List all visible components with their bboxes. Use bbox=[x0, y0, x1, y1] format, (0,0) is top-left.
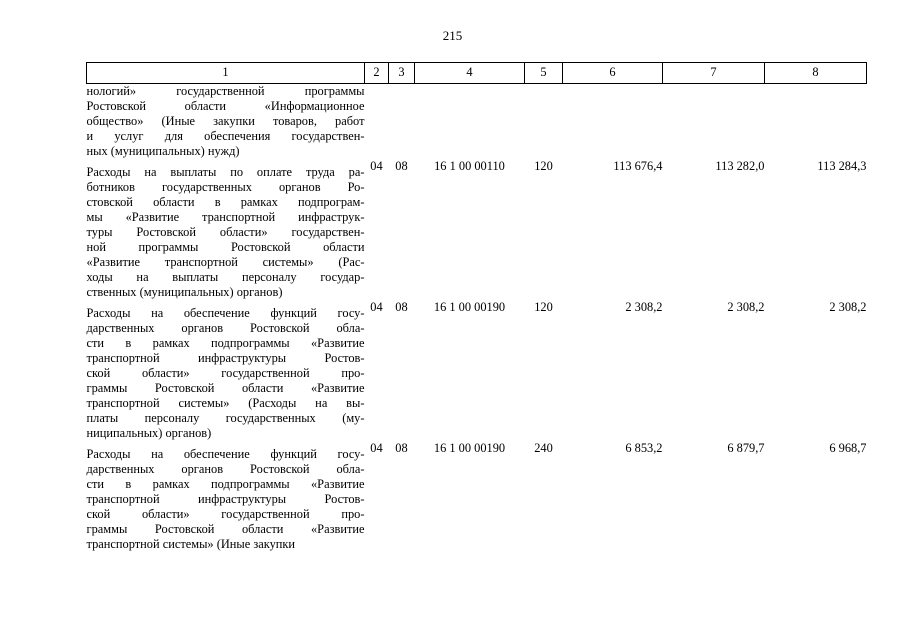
description-line: транспортной инфраструктуры Ростов- bbox=[86, 492, 365, 506]
expense-type-code: 240 bbox=[534, 441, 553, 455]
description-line: транспортной инфраструктуры Ростов- bbox=[86, 351, 365, 365]
amount-col-8: 2 308,2 bbox=[829, 300, 867, 314]
expense-type-code: 120 bbox=[534, 300, 553, 314]
section-code: 04 bbox=[370, 441, 383, 455]
budget-table bbox=[86, 62, 867, 552]
page-number: 215 bbox=[442, 28, 463, 43]
table-row bbox=[87, 159, 867, 300]
description-line: ской области» государственной про- bbox=[86, 507, 365, 521]
amount-col-6 bbox=[563, 84, 663, 160]
amount-col-7 bbox=[663, 84, 765, 160]
row-description bbox=[87, 300, 365, 441]
table-row bbox=[87, 84, 867, 160]
target-article-code bbox=[415, 84, 525, 160]
column-header: 7 bbox=[663, 63, 765, 84]
description-line: и услуг для обеспечения государствен- bbox=[86, 129, 365, 143]
target-article-code: 16 1 00 00190 bbox=[433, 441, 506, 455]
column-header: 4 bbox=[415, 63, 525, 84]
section-code: 04 bbox=[370, 300, 383, 314]
amount-col-8: 113 284,3 bbox=[817, 159, 867, 173]
description-line: Ростовской области «Информационное bbox=[86, 99, 365, 113]
description-line: дарственных органов Ростовской обла- bbox=[86, 462, 365, 476]
expense-type-code bbox=[525, 84, 563, 160]
amount-col-8 bbox=[765, 84, 867, 160]
description-line: общество» (Иные закупки товаров, работ bbox=[86, 114, 365, 128]
column-header: 1 bbox=[87, 63, 365, 84]
subsection-code: 08 bbox=[395, 300, 408, 314]
description-line: Расходы на обеспечение функций госу- bbox=[86, 447, 365, 461]
amount-col-6: 6 853,2 bbox=[625, 441, 663, 455]
section-code bbox=[365, 84, 389, 160]
description-line: ной программы Ростовской области bbox=[86, 240, 365, 254]
description-line: ской области» государственной про- bbox=[86, 366, 365, 380]
row-description bbox=[87, 84, 365, 160]
description-line: граммы Ростовской области «Развитие bbox=[86, 522, 365, 536]
description-line: ходы на выплаты персоналу государ- bbox=[86, 270, 365, 284]
amount-col-7: 6 879,7 bbox=[727, 441, 765, 455]
table-row bbox=[87, 300, 867, 441]
description-line: мы «Развитие транспортной инфраструк- bbox=[86, 210, 365, 224]
amount-col-7: 113 282,0 bbox=[715, 159, 765, 173]
amount-col-6: 2 308,2 bbox=[625, 300, 663, 314]
description-line: транспортной системы» (Иные закупки bbox=[86, 537, 296, 551]
column-header: 3 bbox=[389, 63, 415, 84]
table-body bbox=[87, 84, 867, 553]
description-line: дарственных органов Ростовской обла- bbox=[86, 321, 365, 335]
table-row bbox=[87, 441, 867, 552]
expense-type-code: 120 bbox=[534, 159, 553, 173]
column-header: 8 bbox=[765, 63, 867, 84]
description-line: «Развитие транспортной системы» (Рас- bbox=[86, 255, 365, 269]
description-line: ных (муниципальных) нужд) bbox=[86, 144, 240, 158]
column-header: 2 bbox=[365, 63, 389, 84]
table-header-row bbox=[87, 63, 867, 84]
target-article-code: 16 1 00 00110 bbox=[434, 159, 505, 173]
subsection-code bbox=[389, 84, 415, 160]
description-line: сти в рамках подпрограммы «Развитие bbox=[86, 336, 365, 350]
description-line: ственных (муниципальных) органов) bbox=[86, 285, 283, 299]
description-line: ботников государственных органов Ро- bbox=[86, 180, 365, 194]
description-line: транспортной системы» (Расходы на вы- bbox=[86, 396, 365, 410]
description-line: платы персоналу государственных (му- bbox=[86, 411, 365, 425]
target-article-code: 16 1 00 00190 bbox=[433, 300, 506, 314]
description-line: сти в рамках подпрограммы «Развитие bbox=[86, 477, 365, 491]
column-header: 6 bbox=[563, 63, 663, 84]
description-line: туры Ростовской области» государствен- bbox=[86, 225, 365, 239]
column-header: 5 bbox=[525, 63, 563, 84]
amount-col-6: 113 676,4 bbox=[613, 159, 663, 173]
amount-col-7: 2 308,2 bbox=[727, 300, 765, 314]
description-line: ниципальных) органов) bbox=[86, 426, 212, 440]
description-line: Расходы на выплаты по оплате труда ра- bbox=[86, 165, 365, 179]
description-line: стовской области в рамках подпрограм- bbox=[86, 195, 365, 209]
subsection-code: 08 bbox=[395, 441, 408, 455]
description-line: нологий» государственной программы bbox=[86, 84, 365, 98]
row-description bbox=[87, 441, 365, 552]
subsection-code: 08 bbox=[395, 159, 408, 173]
amount-col-8: 6 968,7 bbox=[829, 441, 867, 455]
section-code: 04 bbox=[370, 159, 383, 173]
row-description bbox=[87, 159, 365, 300]
description-line: граммы Ростовской области «Развитие bbox=[86, 381, 365, 395]
description-line: Расходы на обеспечение функций госу- bbox=[86, 306, 365, 320]
